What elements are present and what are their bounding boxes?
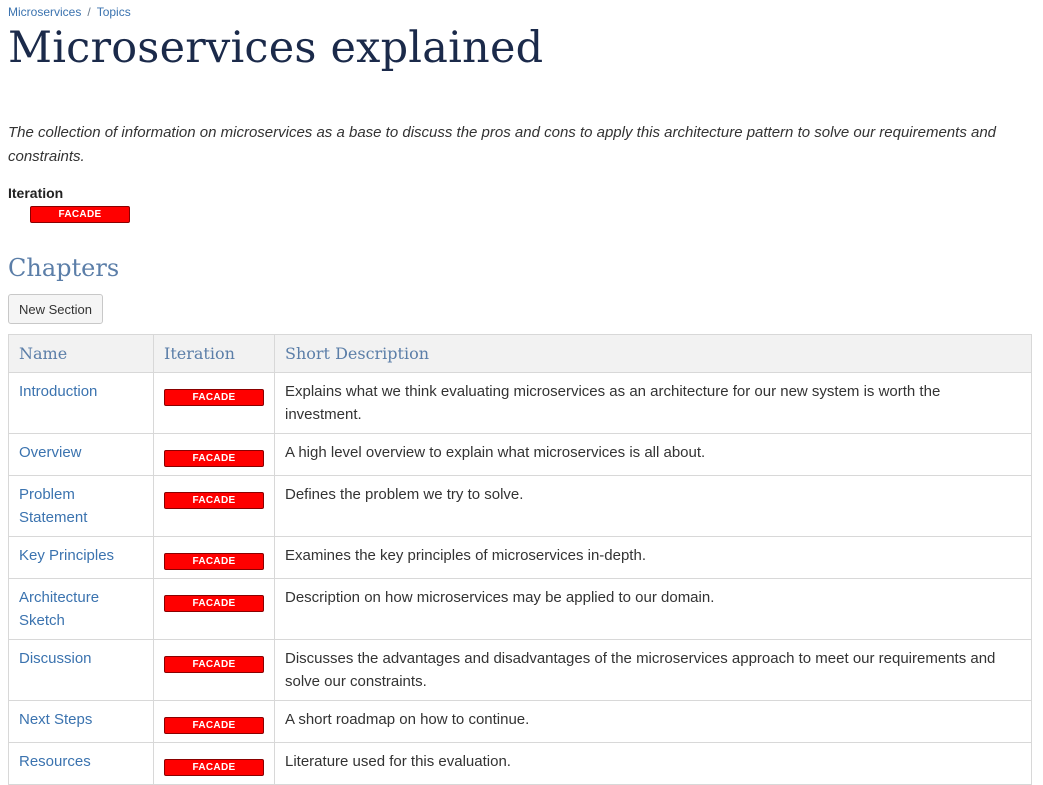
iteration-badge: FACADE [164,389,264,406]
breadcrumb-topics[interactable]: Topics [96,5,131,19]
page-title: Microservices explained [8,23,544,73]
breadcrumb-microservices[interactable]: Microservices [8,5,82,19]
column-header-name[interactable]: Name [9,335,154,373]
chapter-description: Description on how microservices may be applied to our domain. [275,579,1032,640]
column-header-description[interactable]: Short Description [275,335,1032,373]
iteration-badge: FACADE [164,492,264,509]
chapter-link[interactable]: Introduction [19,383,98,400]
table-header-row [9,335,1032,373]
chapters-table [8,334,1032,785]
chapter-rows [9,373,1032,785]
iteration-badge: FACADE [164,759,264,776]
chapter-description: Discusses the advantages and disadvantages of the microservices approach to meet our requirements and solve our constraints. [275,640,1032,701]
table-row [9,579,1032,640]
new-section-button[interactable]: New Section [8,294,103,324]
iteration-badge: FACADE [164,656,264,673]
chapter-link[interactable]: Resources [19,753,91,770]
breadcrumb-separator: / [87,5,91,19]
table-row [9,434,1032,476]
chapter-link[interactable]: Discussion [19,650,92,667]
chapters-heading: Chapters [8,254,120,282]
table-row [9,743,1032,785]
iteration-badge: FACADE [164,717,264,734]
chapter-link[interactable]: Problem Statement [19,486,88,526]
chapter-link[interactable]: Overview [19,444,82,461]
table-row [9,701,1032,743]
table-row [9,373,1032,434]
chapter-description: A short roadmap on how to continue. [275,701,1032,743]
chapter-link[interactable]: Key Principles [19,547,115,564]
chapter-description: A high level overview to explain what microservices is all about. [275,434,1032,476]
chapter-description: Explains what we think evaluating microservices as an architecture for our new system is worth the investment. [275,373,1032,434]
table-row [9,640,1032,701]
chapter-link[interactable]: Architecture Sketch [19,589,100,629]
chapter-description: Literature used for this evaluation. [275,743,1032,785]
table-row [9,476,1032,537]
column-header-iteration[interactable]: Iteration [154,335,275,373]
iteration-badge: FACADE [164,450,264,467]
page-intro: The collection of information on microservices as a base to discuss the pros and cons to apply this architecture pattern to solve our requirements and constraints. [8,124,997,165]
chapter-description: Defines the problem we try to solve. [275,476,1032,537]
iteration-badge: FACADE [164,595,264,612]
chapter-description: Examines the key principles of microservices in-depth. [275,537,1032,579]
iteration-badge: FACADE [30,206,130,223]
chapter-link[interactable]: Next Steps [19,711,93,728]
table-row [9,537,1032,579]
breadcrumb [8,5,131,19]
iteration-badge: FACADE [164,553,264,570]
iteration-label: Iteration [8,185,64,201]
